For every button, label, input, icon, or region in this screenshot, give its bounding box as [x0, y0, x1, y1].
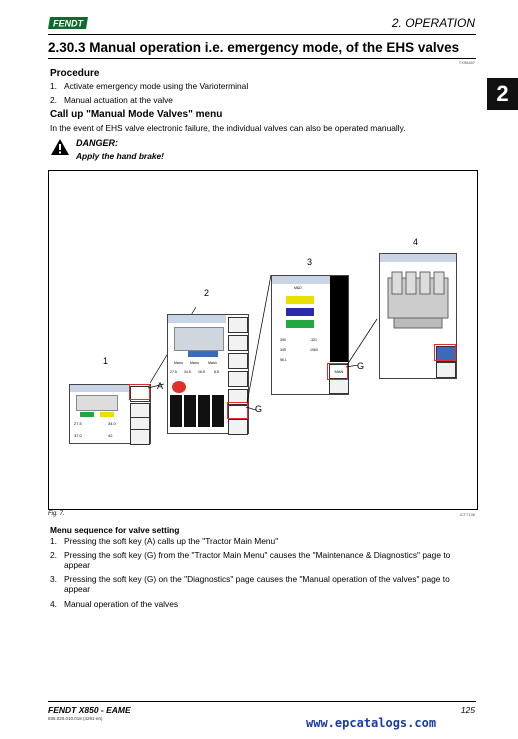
callup-heading: Call up "Manual Mode Valves" menu	[50, 109, 223, 120]
watermark: www.epcatalogs.com	[306, 716, 437, 730]
page-number: 125	[460, 705, 475, 715]
callout-g: G	[357, 361, 365, 371]
header-rule	[48, 34, 476, 35]
footer-rule	[48, 701, 476, 702]
page-title: 2.30.3 Manual operation i.e. emergency mode, of the EHS valves	[48, 40, 460, 55]
menu-item-cont: appear	[64, 584, 91, 594]
ref-code-top: TX98487	[458, 60, 475, 65]
procedure-heading: Procedure	[50, 68, 100, 79]
return-softkey[interactable]	[436, 362, 456, 378]
procedure-item: 1. Activate emergency mode using the Varioterminal	[50, 81, 249, 91]
footer-docnum: 836.020.010.018 (4291-en)	[48, 716, 103, 721]
softkey[interactable]	[130, 429, 150, 445]
callout-g: G	[255, 404, 263, 414]
highlight-valve-softkey	[434, 344, 456, 361]
menu-item: 1. Pressing the soft key (A) calls up the "Tractor Main Menu"	[50, 536, 279, 546]
footer-model: FENDT X850 - EAME	[48, 705, 131, 715]
svg-text:FENDT: FENDT	[53, 18, 83, 29]
arrow-3-to-4	[345, 317, 379, 367]
danger-text: Apply the hand brake!	[76, 151, 164, 161]
chapter-tab: 2	[487, 78, 518, 110]
figure-frame	[48, 170, 478, 510]
highlight-softkey-a	[129, 384, 150, 400]
warning-icon	[50, 138, 70, 156]
procedure-item: 2. Manual actuation at the valve	[50, 95, 173, 105]
menu-sequence-heading: Menu sequence for valve setting	[50, 525, 180, 535]
terminal-screen-3: M&D 390 -321 345 1960 56.1 MAN	[271, 275, 349, 395]
arrow-2-to-3	[245, 273, 273, 405]
section-header: 2. OPERATION	[391, 16, 475, 30]
valve-block-image	[384, 268, 452, 334]
fendt-logo	[48, 16, 88, 30]
callup-text: In the event of EHS valve electronic failure, the individual valves can also be operated manually.	[50, 123, 406, 133]
return-softkey[interactable]	[228, 419, 248, 435]
menu-item: 3. Pressing the soft key (G) on the "Diagnostics" page causes the "Manual operation of the valves" page to	[50, 574, 450, 584]
terminal-screen-1: 27.5 34.0 37.0 42	[69, 384, 151, 444]
menu-item: 4. Manual operation of the valves	[50, 599, 179, 609]
figure-number: 3	[307, 257, 313, 267]
figure-number: 4	[413, 237, 419, 247]
figure-number: 2	[204, 288, 210, 298]
figure-code: ICT7136	[459, 512, 475, 517]
figure-number: 1	[103, 356, 109, 366]
title-rule	[48, 58, 476, 59]
menu-item-cont: appear	[64, 560, 91, 570]
danger-label: DANGER:	[76, 138, 118, 148]
callout-a: A	[157, 381, 164, 391]
terminal-screen-2: Manu Manu Manu 27.5 34.5 16.5 8.8	[167, 314, 249, 434]
figure-caption: Fig. 7.	[48, 511, 65, 517]
manual-mode-softkey[interactable]: MAN	[329, 364, 349, 380]
return-softkey[interactable]	[329, 378, 349, 394]
menu-item: 2. Pressing the soft key (G) from the "Tractor Main Menu" causes the "Maintenance & Diagnostics" page to	[50, 550, 451, 560]
